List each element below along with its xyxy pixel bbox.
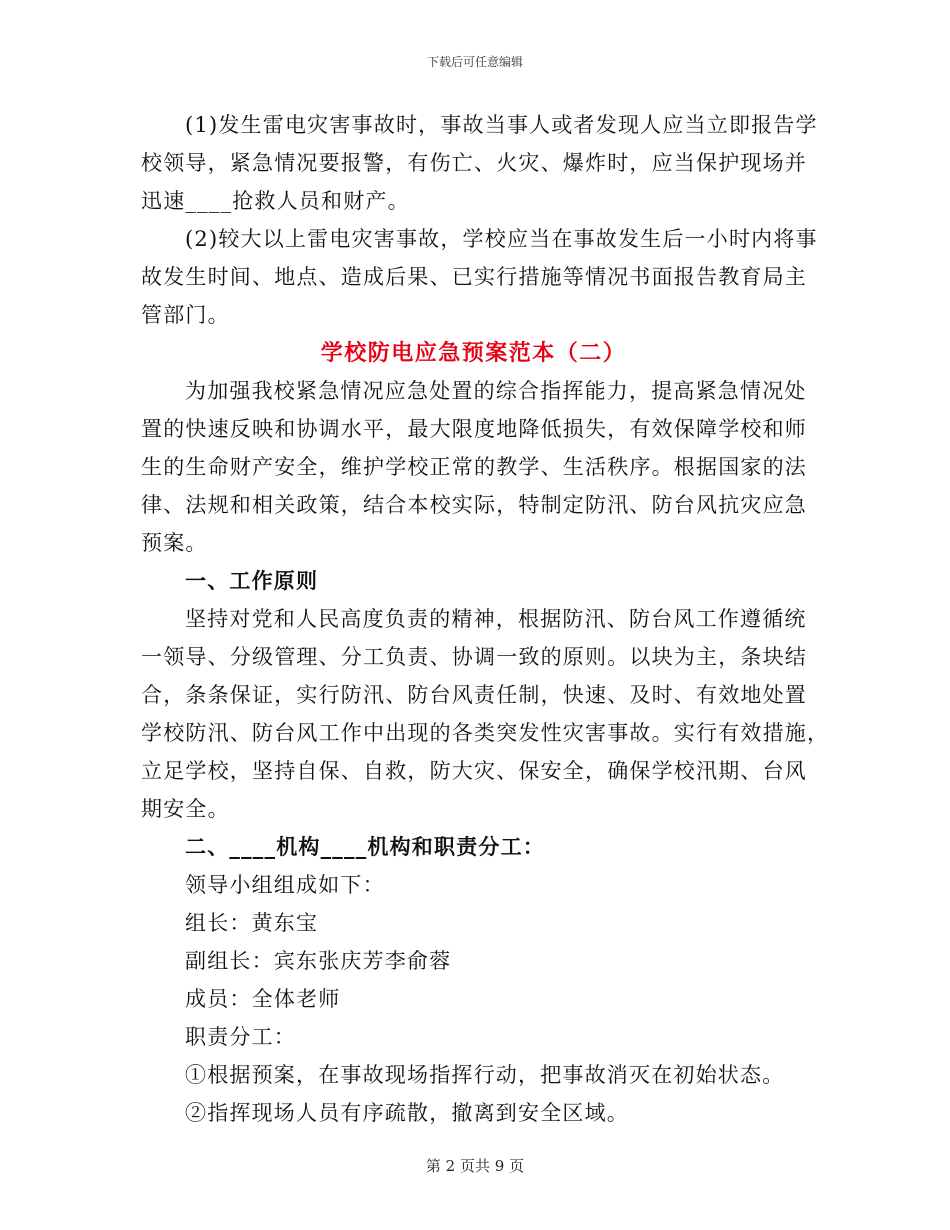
text-line: 期安全。	[141, 797, 230, 821]
text-line: 校领导，紧急情况要报警，有伤亡、火灾、爆炸时，应当保护现场并	[141, 151, 807, 175]
document-body	[141, 106, 830, 1132]
section-heading: 学校防电应急预案范本（二）	[320, 340, 627, 366]
page-number: 第 2 页共 9 页	[425, 1157, 525, 1175]
page-header-note: 下载后可任意编辑	[426, 55, 523, 69]
text-line: 一领导、分级管理、分工负责、协调一致的原则。以块为主，条块结	[141, 645, 807, 669]
text-line: 管部门。	[141, 303, 230, 327]
text-line: 故发生时间、地点、造成后果、已实行措施等情况书面报告教育局主	[141, 265, 807, 289]
subsection-heading: 二、____机构____机构和职责分工：	[185, 834, 545, 859]
text-line: 职责分工：	[185, 1025, 296, 1049]
text-line: 预案。	[141, 531, 208, 555]
text-line: 立足学校，坚持自保、自救，防大灾、保安全，确保学校汛期、台风	[141, 759, 807, 783]
text-line: 迅速____抢救人员和财产。	[141, 189, 410, 213]
text-line: 领导小组组成如下：	[185, 873, 385, 897]
text-line: (1)发生雷电灾害事故时，事故当事人或者发现人应当立即报告学	[185, 113, 818, 137]
text-line: 律、法规和相关政策，结合本校实际，特制定防汛、防台风抗灾应急	[141, 493, 807, 517]
text-line: (2)较大以上雷电灾害事故，学校应当在事故发生后一小时内将事	[185, 227, 818, 251]
list-item: ②指挥现场人员有序疏散，撤离到安全区域。	[185, 1101, 629, 1125]
text-line: 学校防汛、防台风工作中出现的各类突发性灾害事故。实行有效措施，	[141, 721, 830, 745]
text-line: 坚持对党和人民高度负责的精神，根据防汛、防台风工作遵循统	[185, 607, 807, 631]
text-line: 成员：全体老师	[185, 987, 341, 1011]
text-line: 置的快速反映和协调水平，最大限度地降低损失，有效保障学校和师	[141, 417, 807, 441]
text-line: 合，条条保证，实行防汛、防台风责任制，快速、及时、有效地处置	[141, 683, 807, 707]
text-line: 组长：黄东宝	[185, 911, 319, 935]
text-line: 为加强我校紧急情况应急处置的综合指挥能力，提高紧急情况处	[185, 379, 807, 403]
subsection-heading: 一、工作原则	[185, 568, 319, 593]
text-line: 生的生命财产安全，维护学校正常的教学、生活秩序。根据国家的法	[141, 455, 807, 479]
text-line: 副组长：宾东张庆芳李俞蓉	[185, 949, 452, 973]
list-item: ①根据预案，在事故现场指挥行动，把事故消灭在初始状态。	[185, 1063, 785, 1087]
